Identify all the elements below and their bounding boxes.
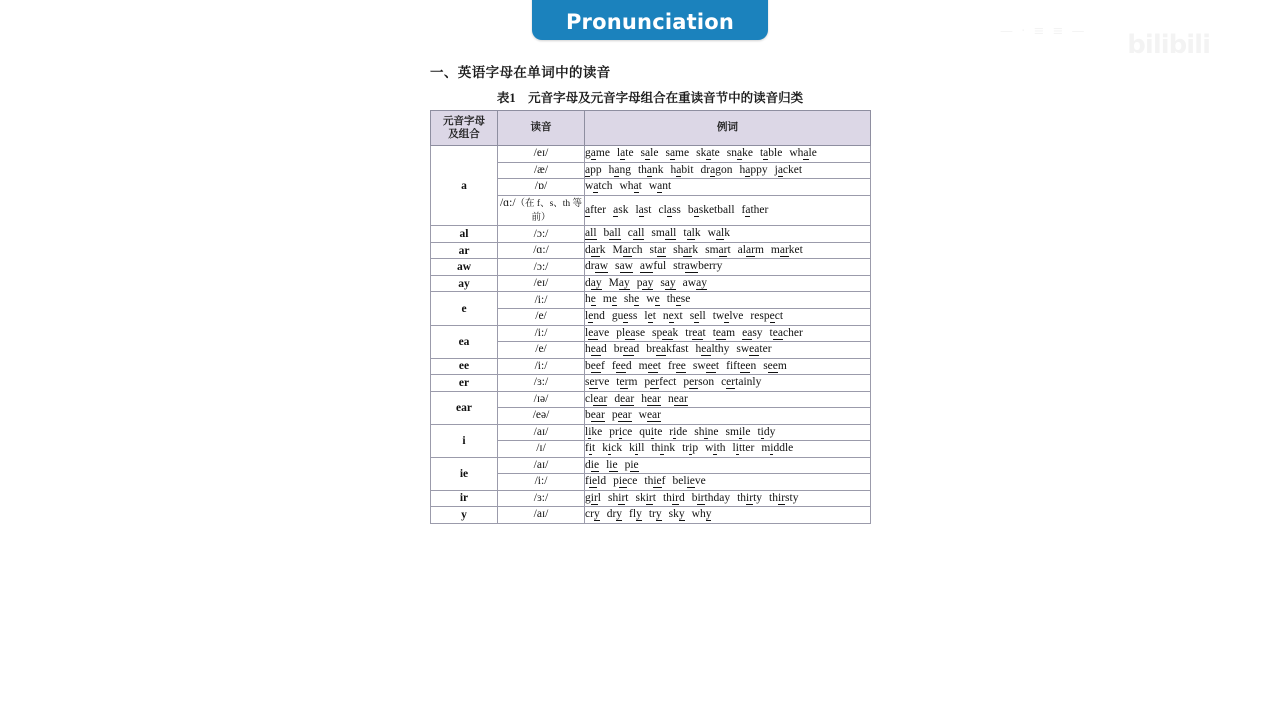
example-word: person	[683, 376, 715, 389]
example-word: think	[651, 442, 676, 455]
phoneme: /ɑ:/	[499, 196, 516, 209]
vowel-letter-cell: e	[431, 292, 498, 325]
example-words-cell	[585, 292, 871, 309]
example-word: happy	[739, 163, 768, 176]
table-head	[431, 111, 871, 146]
example-word: dry	[606, 508, 623, 521]
example-words-cell	[585, 474, 871, 491]
example-word: wear	[638, 409, 661, 422]
example-word: fly	[629, 508, 642, 521]
example-word: shark	[673, 243, 699, 256]
example-word: believe	[672, 475, 706, 488]
table-row	[431, 358, 871, 375]
example-words-cell	[585, 259, 871, 276]
table-row	[431, 259, 871, 276]
header-line: 读音	[530, 122, 552, 134]
example-word: die	[585, 458, 600, 471]
example-word: smart	[705, 243, 731, 256]
example-word: certainly	[721, 376, 762, 389]
example-word: walk	[707, 227, 730, 240]
example-word: small	[651, 227, 677, 240]
example-word: speak	[652, 326, 679, 339]
example-word: lend	[585, 310, 605, 322]
example-word: class	[658, 203, 681, 216]
example-word: with	[705, 442, 726, 455]
example-word: meet	[638, 359, 661, 372]
sound-cell: /ɑ:/	[498, 242, 585, 259]
table-row	[431, 242, 871, 259]
example-word: quite	[639, 425, 663, 438]
example-word: basketball	[687, 203, 735, 216]
example-words-cell	[585, 309, 871, 326]
example-words-cell	[585, 146, 871, 163]
example-word: what	[619, 180, 642, 193]
vowel-letter-cell: al	[431, 226, 498, 243]
table-row	[431, 391, 871, 408]
example-words-cell	[585, 358, 871, 375]
example-word: seem	[763, 359, 787, 372]
example-word: try	[648, 508, 662, 521]
example-word: pear	[611, 409, 632, 422]
example-word: away	[682, 276, 707, 289]
example-words-cell	[585, 457, 871, 474]
section-heading: 一、英语字母在单词中的读音	[430, 65, 611, 80]
example-word: clear	[585, 392, 608, 405]
example-words-cell	[585, 179, 871, 196]
example-words-cell	[585, 226, 871, 243]
example-word: tidy	[757, 425, 776, 438]
example-word: thirty	[737, 491, 763, 504]
example-word: game	[585, 147, 610, 159]
example-word: piece	[613, 475, 638, 488]
example-word: pie	[624, 458, 639, 471]
example-word: near	[668, 392, 688, 405]
sound-cell: /ɜ:/	[498, 490, 585, 507]
sound-cell: /e/	[498, 342, 585, 359]
table-row	[431, 146, 871, 163]
sound-cell: /aɪ/	[498, 457, 585, 474]
table-row	[431, 507, 871, 524]
bilibili-watermark	[1000, 24, 1210, 66]
example-word: he	[585, 293, 596, 306]
example-word: fifteen	[726, 359, 757, 372]
example-word: third	[662, 491, 685, 504]
example-word: sweater	[736, 343, 772, 356]
example-word: next	[662, 310, 683, 322]
example-word: perfect	[644, 376, 677, 389]
watermark-logo	[1127, 30, 1210, 60]
example-word: thirsty	[769, 491, 799, 504]
example-word: say	[660, 276, 676, 289]
example-word: price	[609, 425, 633, 438]
example-word: leave	[585, 326, 610, 339]
sound-cell: /ɒ/	[498, 179, 585, 196]
example-word: she	[623, 293, 640, 306]
example-word: litter	[732, 442, 755, 455]
example-words-cell	[585, 162, 871, 179]
example-word: cry	[585, 508, 600, 521]
example-word: treat	[685, 326, 706, 339]
example-word: draw	[585, 260, 609, 273]
example-word: breakfast	[646, 343, 689, 356]
example-word: star	[649, 243, 667, 256]
example-word: serve	[585, 376, 610, 389]
sound-cell: /eɪ/	[498, 146, 585, 163]
watermark-text	[1000, 24, 1210, 39]
sound-cell: /æ/	[498, 162, 585, 179]
vowel-letter-cell: er	[431, 375, 498, 392]
example-word: saw	[615, 260, 633, 273]
sound-cell: /e/	[498, 309, 585, 326]
sound-cell: /i:/	[498, 358, 585, 375]
vowel-letter-cell: y	[431, 507, 498, 524]
column-header-examples	[585, 111, 871, 146]
table-row	[431, 424, 871, 441]
example-word: sky	[668, 508, 685, 521]
vowel-letter-cell: ar	[431, 242, 498, 259]
example-word: March	[612, 243, 643, 256]
example-words-cell	[585, 325, 871, 342]
example-word: shine	[694, 425, 719, 438]
header-line: 及组合	[448, 129, 480, 140]
example-word: kick	[602, 442, 623, 455]
table-body	[431, 146, 871, 524]
table-row	[431, 275, 871, 292]
example-word: table	[759, 147, 783, 159]
example-word: dear	[614, 392, 635, 405]
vowel-letter-cell: ea	[431, 325, 498, 358]
example-word: call	[627, 227, 645, 240]
pronunciation-banner	[532, 0, 768, 40]
sound-cell: /ɔ:/	[498, 259, 585, 276]
example-word: talk	[683, 227, 701, 240]
example-word: skirt	[635, 491, 656, 504]
example-word: app	[585, 163, 602, 176]
vowel-letter-cell: aw	[431, 259, 498, 276]
example-word: habit	[670, 163, 694, 176]
example-word: alarm	[737, 243, 764, 256]
header-line: 例词	[717, 122, 738, 134]
example-word: market	[770, 243, 803, 256]
example-word: lie	[606, 458, 618, 471]
example-word: smile	[725, 425, 751, 438]
example-word: please	[616, 326, 646, 339]
example-word: sweet	[692, 359, 720, 372]
table-row	[431, 325, 871, 342]
vowel-letter-cell: i	[431, 424, 498, 457]
example-word: girl	[585, 491, 601, 504]
example-word: teacher	[769, 326, 803, 339]
table-header-row	[431, 111, 871, 146]
example-word: birthday	[691, 491, 731, 504]
example-word: hear	[641, 392, 661, 405]
example-word: why	[691, 508, 712, 521]
example-word: thank	[637, 163, 664, 176]
example-word: awful	[639, 260, 667, 273]
sound-cell	[498, 195, 585, 226]
vowel-letter-cell: ee	[431, 358, 498, 375]
banner-title: Pronunciation	[565, 10, 735, 34]
sound-cell: /eə/	[498, 408, 585, 425]
example-word: ball	[603, 227, 621, 240]
column-header-sound	[498, 111, 585, 146]
example-word: let	[644, 310, 656, 322]
example-word: respect	[750, 310, 784, 322]
table-caption: 表1 元音字母及元音字母组合在重读音节中的读音归类	[496, 91, 804, 105]
example-word: watch	[585, 180, 613, 193]
example-word: like	[585, 425, 603, 438]
example-word: want	[648, 180, 672, 193]
example-word: skate	[696, 147, 720, 159]
vowel-pronunciation-table	[430, 110, 871, 524]
sound-cell: /ɪə/	[498, 391, 585, 408]
example-word: same	[665, 147, 690, 159]
example-word: trip	[682, 442, 699, 455]
table-row	[431, 292, 871, 309]
example-word: dark	[585, 243, 606, 256]
example-word: dragon	[700, 163, 733, 176]
table-row	[431, 226, 871, 243]
column-header-vowel-letters	[431, 111, 498, 146]
vowel-letter-cell: ie	[431, 457, 498, 490]
example-word: we	[646, 293, 660, 306]
example-word: snake	[726, 147, 753, 159]
example-word: feed	[611, 359, 632, 372]
example-words-cell	[585, 408, 871, 425]
example-word: hang	[608, 163, 631, 176]
example-words-cell	[585, 441, 871, 458]
example-word: me	[602, 293, 617, 306]
example-word: after	[585, 203, 607, 216]
example-words-cell	[585, 275, 871, 292]
example-word: sale	[640, 147, 659, 159]
example-words-cell	[585, 342, 871, 359]
example-word: middle	[761, 442, 794, 455]
table-row	[431, 375, 871, 392]
example-words-cell	[585, 391, 871, 408]
example-words-cell	[585, 375, 871, 392]
example-word: term	[616, 376, 638, 389]
example-word: kill	[629, 442, 645, 455]
example-words-cell	[585, 507, 871, 524]
header-line: 元音字母	[443, 115, 485, 127]
example-word: team	[712, 326, 736, 339]
example-word: day	[585, 276, 602, 289]
sound-note: （在 f、s、th 等前）	[515, 198, 583, 224]
example-word: ride	[669, 425, 688, 438]
example-word: all	[585, 227, 597, 240]
vowel-letter-cell: ay	[431, 275, 498, 292]
example-words-cell	[585, 242, 871, 259]
example-word: May	[608, 276, 630, 289]
example-word: these	[666, 293, 691, 306]
example-word: easy	[742, 326, 763, 339]
example-word: sell	[689, 310, 706, 322]
sound-cell: /i:/	[498, 292, 585, 309]
example-word: shirt	[608, 491, 629, 504]
sound-cell: /ɪ/	[498, 441, 585, 458]
example-word: whale	[789, 147, 817, 159]
example-word: bread	[613, 343, 640, 356]
vowel-letter-cell: ear	[431, 391, 498, 424]
example-word: late	[616, 147, 634, 159]
example-word: bear	[585, 409, 605, 422]
sound-cell: /aɪ/	[498, 424, 585, 441]
example-word: field	[585, 475, 607, 488]
vowel-letter-cell: a	[431, 146, 498, 226]
example-word: last	[635, 203, 652, 216]
example-words-cell	[585, 195, 871, 226]
table-row	[431, 457, 871, 474]
example-word: strawberry	[673, 260, 723, 273]
example-word: beef	[585, 359, 605, 372]
example-word: guess	[611, 310, 638, 322]
example-word: healthy	[695, 343, 730, 356]
sound-cell: /eɪ/	[498, 275, 585, 292]
example-word: father	[741, 203, 769, 216]
example-word: ask	[613, 203, 629, 216]
sound-cell: /ɜ:/	[498, 375, 585, 392]
example-word: thief	[644, 475, 666, 488]
example-word: fit	[585, 442, 596, 455]
sound-cell: /i:/	[498, 474, 585, 491]
example-word: twelve	[712, 310, 744, 322]
example-words-cell	[585, 424, 871, 441]
sound-cell: /aɪ/	[498, 507, 585, 524]
vowel-letter-cell: ir	[431, 490, 498, 507]
example-words-cell	[585, 490, 871, 507]
example-word: head	[585, 343, 607, 356]
example-word: jacket	[774, 163, 803, 176]
example-word: pay	[636, 276, 654, 289]
table-row	[431, 490, 871, 507]
sound-cell: /i:/	[498, 325, 585, 342]
sound-cell: /ɔ:/	[498, 226, 585, 243]
example-word: free	[668, 359, 686, 372]
